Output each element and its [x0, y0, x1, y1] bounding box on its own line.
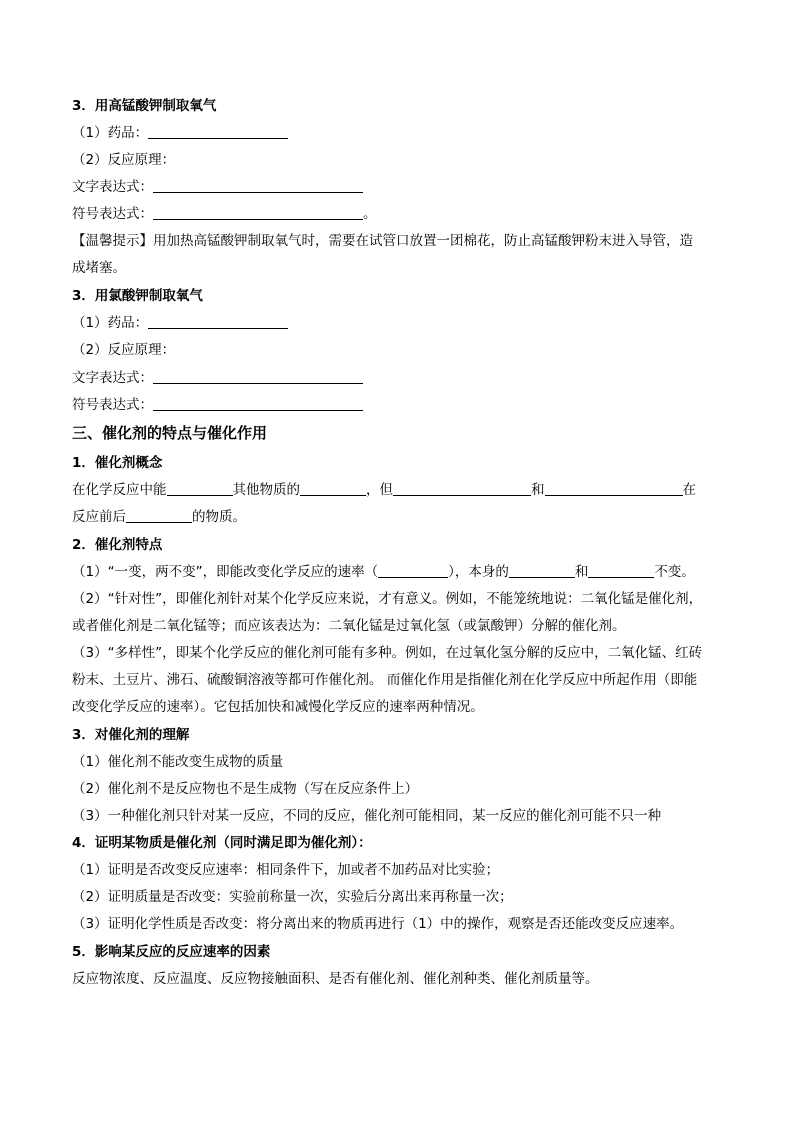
understand-item-1: （1）催化剂不能改变生成物的质量 — [72, 754, 284, 770]
symbol-expression-line-kmno4 — [72, 204, 722, 224]
concept-text: 在化学反应中能 — [72, 482, 167, 498]
concept-blank[interactable] — [545, 480, 683, 496]
part-title: 三、催化剂的特点与催化作用 — [72, 424, 268, 442]
feature-2-line-2: 或者催化剂是二氧化锰等；而应该表达为：二氧化锰是过氧化氢（或氯酸钾）分解的催化剂。 — [72, 618, 626, 634]
symbol-expression-label: 符号表达式： — [72, 397, 153, 413]
concept-text: 在 — [682, 482, 696, 498]
concept-text: ，但 — [366, 482, 393, 498]
text-expression-blank[interactable] — [153, 177, 363, 193]
prove-heading: 4．证明某物质是催化剂（同时满足即为催化剂）： — [72, 835, 372, 851]
feature-text: （1）“一变，两不变”，即能改变化学反应的速率（ — [72, 564, 379, 580]
symbol-expression-label: 符号表达式： — [72, 206, 153, 222]
features-heading: 2．催化剂特点 — [72, 537, 163, 553]
drug-blank[interactable] — [148, 123, 288, 139]
concept-text: 反应前后 — [72, 509, 126, 525]
concept-text: 的物质。 — [192, 509, 246, 525]
section-heading-kclo3: 3．用氯酸钾制取氧气 — [72, 288, 203, 304]
concept-blank[interactable] — [393, 480, 531, 496]
concept-blank[interactable] — [126, 507, 192, 523]
symbol-expression-blank[interactable] — [153, 204, 363, 220]
symbol-expression-end: 。 — [363, 206, 377, 222]
concept-blank[interactable] — [300, 480, 366, 496]
feature-blank[interactable] — [588, 562, 654, 578]
feature-3-line-2: 粉末、土豆片、沸石、硫酸铜溶液等都可作催化剂。 而催化作用是指催化剂在化学反应中所起作用（即能 — [72, 672, 698, 688]
prove-item-3: （3）证明化学性质是否改变：将分离出来的物质再进行（1）中的操作，观察是否还能改变反应速率。 — [72, 916, 684, 932]
drug-blank[interactable] — [148, 313, 288, 329]
text-expression-line-kclo3 — [72, 368, 722, 388]
feature-blank[interactable] — [509, 562, 575, 578]
concept-line-1 — [72, 480, 722, 500]
feature-3-line-1: （3）“多样性”，即某个化学反应的催化剂可能有多种。例如，在过氧化氢分解的反应中，二氧化锰、红砖 — [72, 645, 703, 661]
understand-item-2: （2）催化剂不是反应物也不是生成物（写在反应条件上） — [72, 781, 419, 797]
feature-2-line-1: （2）“针对性”，即催化剂针对某个化学反应来说，才有意义。例如，不能笼统地说：二氧化锰是催化剂， — [72, 591, 703, 607]
text-expression-label: 文字表达式： — [72, 370, 153, 386]
feature-blank[interactable] — [378, 562, 448, 578]
concept-blank[interactable] — [167, 480, 233, 496]
prove-item-2: （2）证明质量是否改变：实验前称量一次，实验后分离出来再称量一次； — [72, 889, 513, 905]
drug-line-kclo3 — [72, 313, 722, 333]
feature-3-line-3: 改变化学反应的速率）。它包括加快和减慢化学反应的速率两种情况。 — [72, 699, 484, 715]
concept-text: 和 — [531, 482, 545, 498]
symbol-expression-line-kclo3 — [72, 395, 722, 415]
tip-line-2: 成堵塞。 — [72, 260, 126, 276]
feature-text: 和 — [574, 564, 589, 580]
text-expression-blank[interactable] — [153, 368, 363, 384]
principle-label-kclo3: （2）反应原理： — [72, 342, 176, 358]
drug-line-kmno4 — [72, 123, 722, 143]
principle-label-kmno4: （2）反应原理： — [72, 152, 176, 168]
understand-item-3: （3）一种催化剂只针对某一反应，不同的反应，催化剂可能相同，某一反应的催化剂可能不只一种 — [72, 808, 662, 824]
feature-text: 不变。 — [654, 564, 695, 580]
feature-1 — [72, 562, 722, 582]
feature-text: ），本身的 — [448, 564, 509, 580]
prove-item-1: （1）证明是否改变反应速率：相同条件下，加或者不加药品对比实验； — [72, 862, 500, 878]
section-heading-kmno4: 3．用高锰酸钾制取氧气 — [72, 98, 217, 114]
text-expression-line-kmno4 — [72, 177, 722, 197]
drug-label: （1）药品： — [72, 315, 149, 331]
factors-text: 反应物浓度、反应温度、反应物接触面积、是否有催化剂、催化剂种类、催化剂质量等。 — [72, 971, 599, 987]
tip-line-1: 【温馨提示】用加热高锰酸钾制取氧气时，需要在试管口放置一团棉花，防止高锰酸钾粉末进入导管，造 — [72, 233, 693, 249]
symbol-expression-blank[interactable] — [153, 395, 363, 411]
drug-label: （1）药品： — [72, 125, 149, 141]
concept-text: 其他物质的 — [232, 482, 300, 498]
understand-heading: 3．对催化剂的理解 — [72, 727, 190, 743]
text-expression-label: 文字表达式： — [72, 179, 153, 195]
concept-line-2 — [72, 507, 722, 527]
concept-heading: 1．催化剂概念 — [72, 455, 163, 471]
factors-heading: 5．影响某反应的反应速率的因素 — [72, 944, 271, 960]
